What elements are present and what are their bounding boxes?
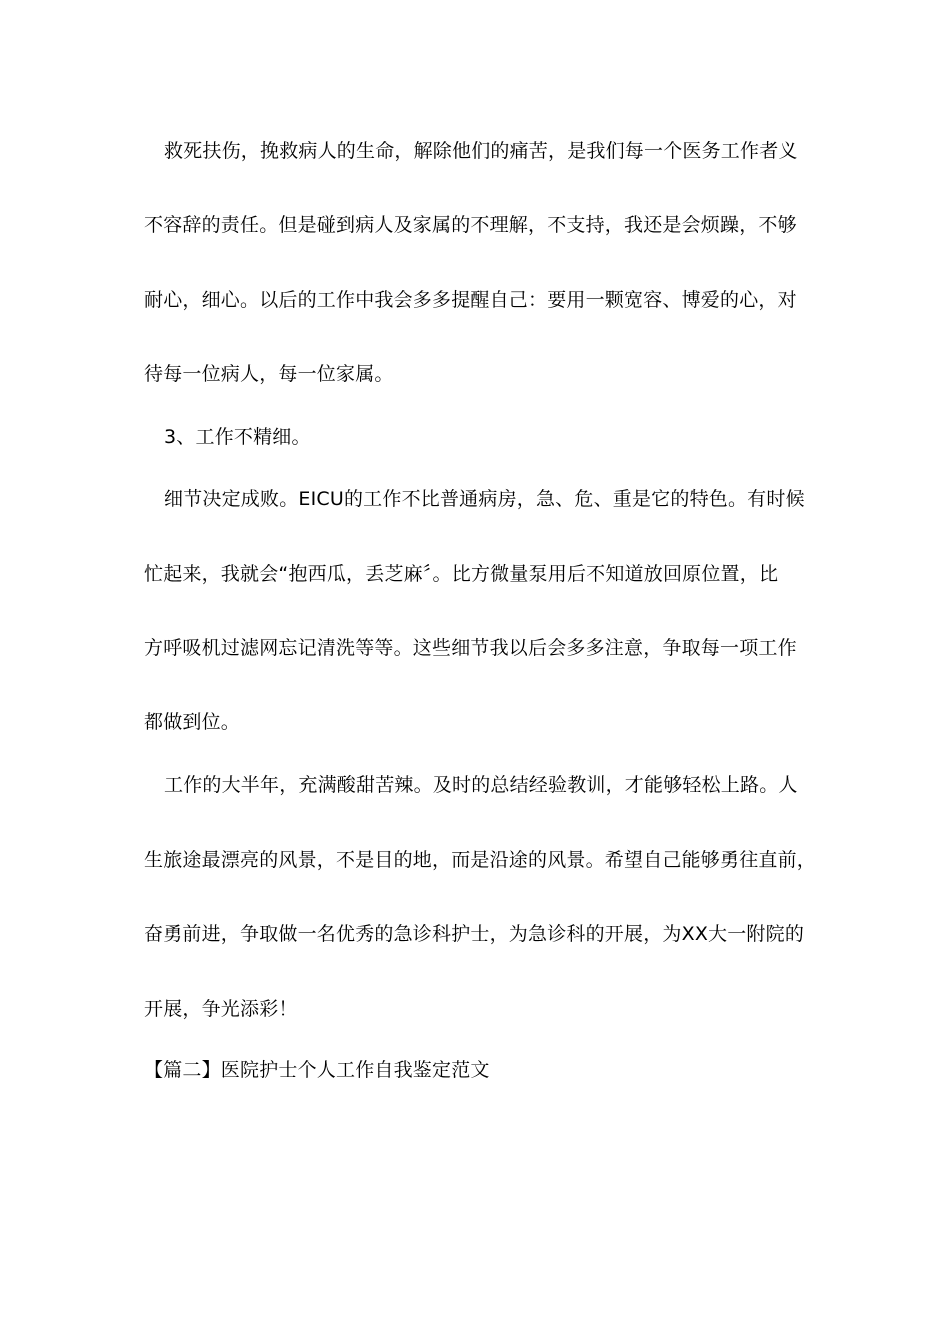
- paragraph-2-line-2: 忙起来，我就会“抱西瓜，丢芝麻〞。比方微量泵用后不知道放回原位置，比: [144, 563, 779, 585]
- paragraph-1-line-2: 不容辞的责任。但是碰到病人及家属的不理解，不支持，我还是会烦躁，不够: [144, 214, 797, 236]
- paragraph-3-line-4: 开展，争光添彩！: [144, 998, 298, 1020]
- paragraph-3-line-2: 生旅途最漂亮的风景，不是目的地，而是沿途的风景。希望自己能够勇往直前，: [144, 849, 817, 871]
- paragraph-2-line-1: 细节决定成败。EICU的工作不比普通病房，急、危、重是它的特色。有时候: [164, 488, 805, 510]
- paragraph-2-line-3: 方呼吸机过滤网忘记清洗等等。这些细节我以后会多多注意，争取每一项工作: [144, 637, 797, 659]
- section-title: 【篇二】医院护士个人工作自我鉴定范文: [144, 1059, 490, 1081]
- paragraph-1-line-4: 待每一位病人，每一位家属。: [144, 363, 394, 385]
- paragraph-3-line-1: 工作的大半年，充满酸甜苦辣。及时的总结经验教训，才能够轻松上路。人: [164, 774, 798, 796]
- paragraph-1-line-3: 耐心，细心。以后的工作中我会多多提醒自己：要用一颗宽容、博爱的心，对: [144, 289, 797, 311]
- subheading-3: 3、工作不精细。: [164, 426, 311, 448]
- paragraph-3-line-3: 奋勇前进，争取做一名优秀的急诊科护士，为急诊科的开展，为XX大一附院的: [144, 923, 805, 945]
- paragraph-2-line-4: 都做到位。: [144, 711, 241, 733]
- paragraph-1-line-1: 救死扶伤，挽救病人的生命，解除他们的痛苦，是我们每一个医务工作者义: [164, 140, 798, 162]
